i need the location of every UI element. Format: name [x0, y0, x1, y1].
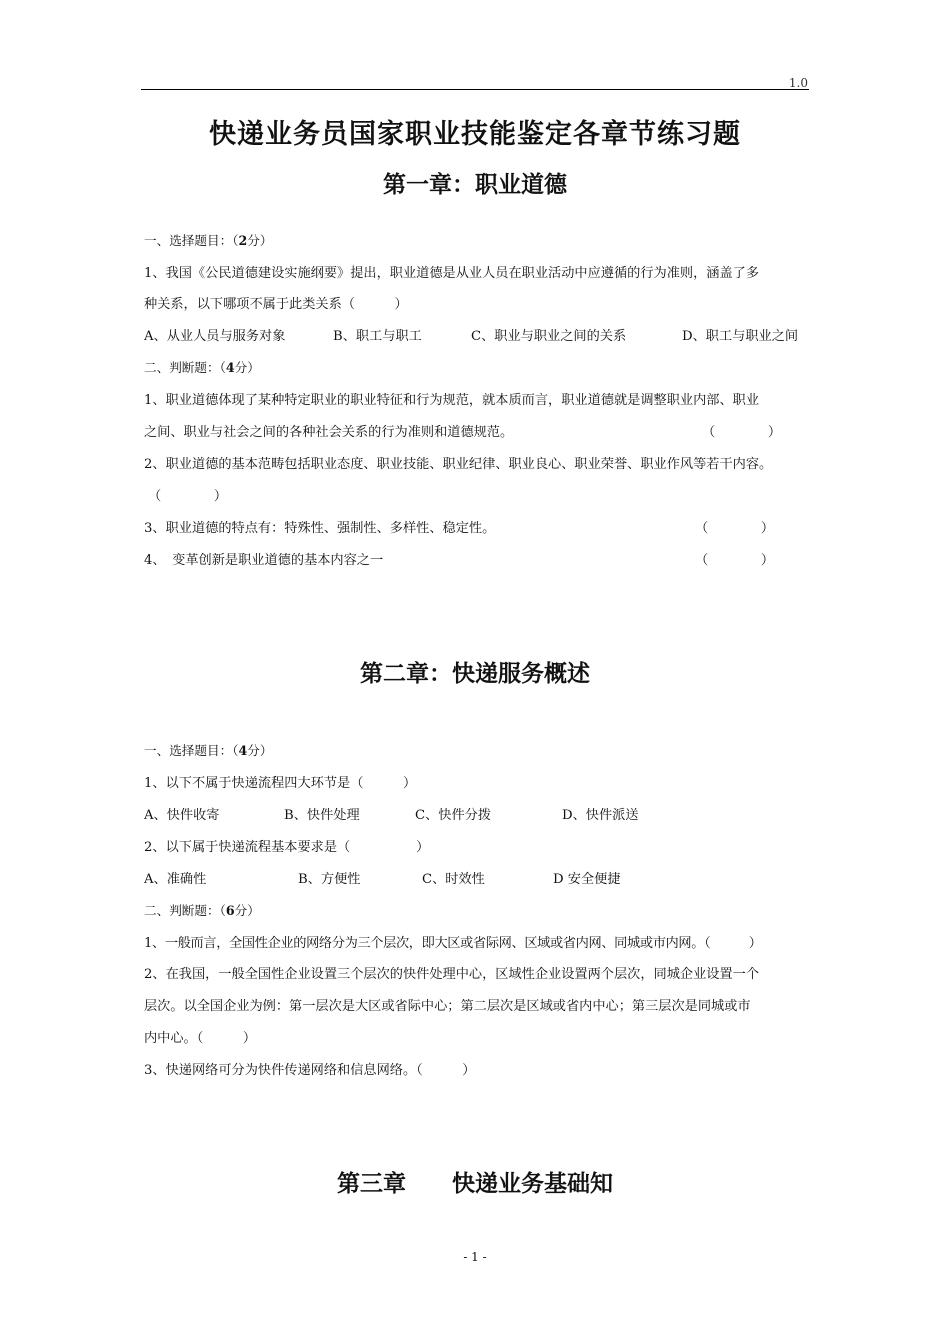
ch2-j2-line2: 层次。以全国企业为例：第一层次是大区或省际中心；第二层次是区域或省内中心；第三层次是同城或市 [144, 999, 751, 1014]
ch1-q1-option-d: D、职工与职业之间 [682, 329, 799, 344]
ch1-q1-option-c: C、职业与职业之间的关系 [471, 329, 627, 344]
ch1-j4-answer-blank: （ ） [695, 553, 775, 568]
ch1-j2-answer-blank: （ ） [148, 489, 228, 504]
ch2-q2: 2、以下属于快递流程基本要求是（ ） [144, 840, 430, 855]
ch2-q1: 1、以下不属于快递流程四大环节是（ ） [144, 776, 417, 791]
ch2-q1-option-c: C、快件分拨 [415, 808, 492, 823]
ch2-q2-option-c: C、时效性 [422, 872, 485, 887]
chapter-2-title: 第二章：快递服务概述 [360, 660, 590, 687]
ch2-j2-line3: 内中心。（ ） [144, 1031, 257, 1046]
ch1-j1-line1: 1、职业道德体现了某种特定职业的职业特征和行为规范，就本质而言，职业道德就是调整职业内部、职业 [144, 393, 760, 408]
ch1-choice-section-label: 一、选择题目：（2分） [144, 233, 273, 248]
ch1-j1-answer-blank: （ ） [702, 425, 782, 440]
ch2-judge-section-label: 二、判断题：（6分） [144, 903, 260, 918]
ch2-j2-line1: 2、在我国，一般全国性企业设置三个层次的快件处理中心，区域性企业设置两个层次，同城企业设置一个 [144, 967, 760, 982]
ch1-judge-section-label: 二、判断题：（4分） [144, 360, 260, 375]
chapter-1-title: 第一章：职业道德 [383, 171, 567, 198]
ch2-j1: 1、一般而言，全国性企业的网络分为三个层次，即大区或省际网、区域或省内网、同城或市内网。（ ） [144, 936, 762, 951]
ch1-j1-line2: 之间、职业与社会之间的各种社会关系的行为准则和道德规范。 [144, 425, 514, 440]
ch2-q1-option-d: D、快件派送 [562, 808, 639, 823]
ch2-j3: 3、快递网络可分为快件传递网络和信息网络。（ ） [144, 1063, 476, 1078]
chapter-3-title: 第三章 快递业务基础知 [337, 1170, 613, 1197]
ch2-q1-option-b: B、快件处理 [284, 808, 360, 823]
ch2-q2-option-d: D 安全便捷 [553, 872, 621, 887]
header-rule [141, 89, 809, 90]
ch1-j2-line1: 2、职业道德的基本范畴包括职业态度、职业技能、职业纪律、职业良心、职业荣誉、职业作风等若干内容。 [144, 457, 773, 472]
ch1-q1-option-b: B、职工与职工 [333, 329, 422, 344]
ch1-q1-option-a: A、从业人员与服务对象 [144, 329, 286, 344]
ch1-j3-answer-blank: （ ） [695, 521, 775, 536]
ch2-q2-option-b: B、方便性 [298, 872, 361, 887]
document-title: 快递业务员国家职业技能鉴定各章节练习题 [209, 119, 741, 150]
ch2-q1-option-a: A、快件收寄 [144, 808, 220, 823]
ch2-choice-section-label: 一、选择题目：（4分） [144, 743, 273, 758]
ch1-q1-line2: 种关系，以下哪项不属于此类关系（ ） [144, 297, 408, 312]
page-number: - 1 - [463, 1250, 487, 1264]
ch1-q1-line1: 1、我国《公民道德建设实施纲要》提出，职业道德是从业人员在职业活动中应遵循的行为准则，涵盖了多 [144, 266, 760, 281]
ch1-j4: 4、 变革创新是职业道德的基本内容之一 [144, 553, 384, 568]
ch1-j3: 3、职业道德的特点有：特殊性、强制性、多样性、稳定性。 [144, 521, 496, 536]
document-version: 1.0 [788, 76, 808, 90]
ch2-q2-option-a: A、准确性 [144, 872, 207, 887]
